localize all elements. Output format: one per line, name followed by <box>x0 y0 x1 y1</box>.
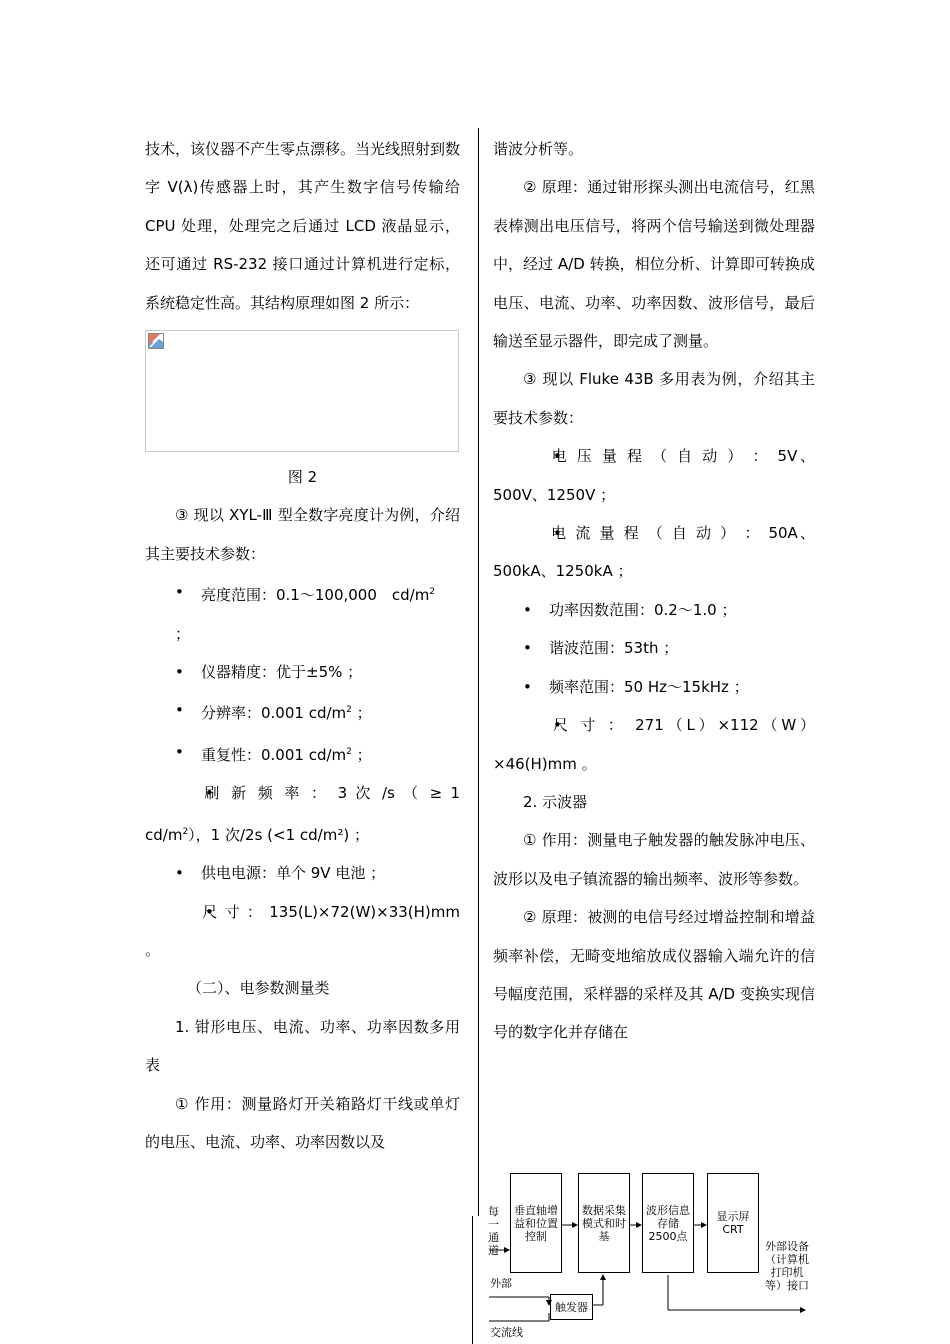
figure-2-placeholder <box>145 330 459 452</box>
spec-item: • 功率因数范围：0.2～1.0 ； <box>493 591 815 629</box>
principle-paragraph: ② 原理：通过钳形探头测出电流信号，红黑表棒测出电压信号，将两个信号输送到微处理器中，经过 A/D 转换，相位分析、计算即可转换成电压、电流、功率、功率因数、波形信号，最后输送至显示器件，即完成了测量。 <box>493 178 815 351</box>
block-vertical-gain: 垂直轴增益和位置控制 <box>510 1173 562 1273</box>
block-trigger: 触发器 <box>550 1294 593 1320</box>
item2-title: 2. 示波器 <box>523 792 588 811</box>
spec-item: • 尺 寸 ： 271（L）×112（W）×46(H)mm 。 <box>493 706 815 783</box>
spec-item: • 电 流 量 程 （ 自 动 ） ： 50A、500kA、1250kA ； <box>493 514 815 591</box>
item1-use: ① 作用：测量路灯开关箱路灯干线或单灯的电压、电流、功率、功率因数以及 <box>145 1094 460 1151</box>
spec-item: • 重复性：0.001 $cd/m^2$ ； <box>145 733 460 774</box>
left-column <box>145 130 460 1161</box>
column-divider-lower <box>472 1216 473 1344</box>
right-column <box>493 130 815 1052</box>
block-display: 显示屏 CRT <box>707 1173 759 1273</box>
block-acquisition: 数据采集模式和时基 <box>578 1173 630 1273</box>
item1-title: 1. 钳形电压、电流、功率、功率因数多用表 <box>145 1017 460 1075</box>
block-waveform-storage: 波形信息存储 2500点 <box>642 1173 694 1273</box>
example-intro: ③ 现以 XYL-Ⅲ 型全数字亮度计为例，介绍其主要技术参数： <box>145 506 460 563</box>
external-label: 外部 <box>490 1277 512 1290</box>
spec-item: • 尺 寸 ： 135(L)×72(W)×33(H)mm 。 <box>145 893 460 970</box>
spec-item: • 电 压 量 程 （ 自 动 ） ： 5V、500V、1250V ； <box>493 437 815 514</box>
item2-use: ① 作用：测量电子触发器的触发脉冲电压、波形以及电子镇流器的输出频率、波形等参数。 <box>493 831 815 888</box>
broken-image-icon <box>148 333 164 349</box>
continuation-text: 谐波分析等。 <box>493 140 584 158</box>
output-label: 外部设备（计算机打印机等）接口 <box>765 1240 809 1292</box>
spec-item: • 分辨率：0.001 $cd/m^2$ ； <box>145 691 460 732</box>
intro-paragraph: 技术，该仪器不产生零点漂移。当光线照射到数字 V(λ)传感器上时，其产生数字信号传输给 CPU 处理，处理完之后通过 LCD 液晶显示，还可通过 RS-232 接口通过计算机进行定标，系统稳定性高。其结构原理如图 2 所示： <box>145 140 461 312</box>
spec-item: • 供电电源：单个 9V 电池 ； <box>145 854 460 892</box>
spec-item: • 谐波范围：53th ； <box>493 629 815 667</box>
spec-item: • 亮度范围：0.1～100,000 $cd/m^2$ ； <box>145 573 460 653</box>
ac-line-label: 交流线 <box>490 1326 523 1339</box>
example-intro: ③ 现以 Fluke 43B 多用表为例，介绍其主要技术参数： <box>493 370 815 427</box>
spec-item: • 频率范围：50 Hz～15kHz ； <box>493 668 815 706</box>
oscilloscope-block-diagram <box>485 1145 825 1344</box>
section-title: （二）、电参数测量类 <box>187 979 330 998</box>
item2-principle: ② 原理：被测的电信号经过增益控制和增益频率补偿，无畸变地缩放成仪器输入端允许的信号幅度范围，采样器的采样及其 A/D 变换实现信号的数字化并存储在 <box>493 908 815 1042</box>
column-divider <box>478 128 479 1216</box>
figure-caption: 图 2 <box>287 468 318 487</box>
input-label: 每一通道 <box>488 1205 499 1257</box>
spec-item: • 刷 新 频 率 ： 3 次 /s （ ≥ 1 $cd/m^2$），1 次/2s (<1 cd/m²) ； <box>145 774 460 854</box>
spec-item: • 仪器精度：优于±5% ； <box>145 653 460 691</box>
